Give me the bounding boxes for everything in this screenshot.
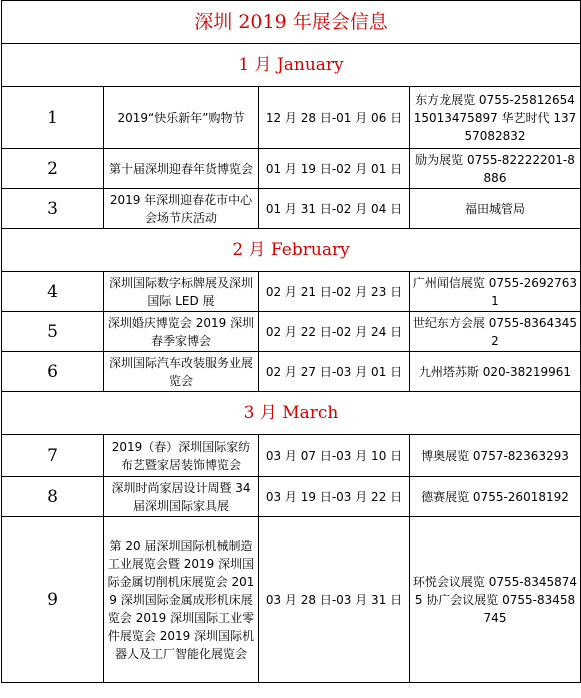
- expo-name: 第十届深圳迎春年货博览会: [104, 149, 259, 189]
- expo-date: 02 月 21 日-02 月 23 日: [259, 272, 410, 312]
- expo-organizer: 博奥展览 0757-82363293: [410, 435, 581, 477]
- table-row: [2, 312, 581, 352]
- expo-organizer: 广州闻信展览 0755-26927631: [410, 272, 581, 312]
- expo-organizer: 东方龙展览 0755-25812654 15013475897 华艺时代 13757082832: [410, 87, 581, 149]
- row-number: 4: [2, 272, 104, 312]
- table-row: [2, 352, 581, 392]
- table-row: [2, 149, 581, 189]
- expo-name: 2019 年深圳迎春花市中心会场节庆活动: [104, 189, 259, 229]
- expo-organizer: 世纪东方会展 0755-83643452: [410, 312, 581, 352]
- row-number: 5: [2, 312, 104, 352]
- expo-name: 第 20 届深圳国际机械制造工业展览会暨 2019 深圳国际金属切削机床展览会 2019 深圳国际金属成形机床展览会 2019 深圳国际工业零件展览会 2019 深圳国际机器人及工厂智能化展览会: [104, 517, 259, 683]
- table-row: [2, 189, 581, 229]
- month-header-february: 2 月 February: [2, 229, 581, 272]
- expo-table: [1, 0, 581, 683]
- expo-date: 03 月 28 日-03 月 31 日: [259, 517, 410, 683]
- expo-name: 2019（春）深圳国际家纺布艺暨家居装饰博览会: [104, 435, 259, 477]
- month-header-row: [2, 392, 581, 435]
- expo-date: 03 月 07 日-03 月 10 日: [259, 435, 410, 477]
- month-header-row: [2, 44, 581, 87]
- month-header-row: [2, 229, 581, 272]
- table-row: [2, 87, 581, 149]
- expo-name: 深圳国际汽车改装服务业展览会: [104, 352, 259, 392]
- expo-organizer: 德赛展览 0755-26018192: [410, 477, 581, 517]
- table-row: [2, 477, 581, 517]
- row-number: 8: [2, 477, 104, 517]
- expo-name: 深圳时尚家居设计周暨 34 届深圳国际家具展: [104, 477, 259, 517]
- month-header-january: 1 月 January: [2, 44, 581, 87]
- row-number: 2: [2, 149, 104, 189]
- expo-organizer: 福田城管局: [410, 189, 581, 229]
- row-number: 7: [2, 435, 104, 477]
- row-number: 3: [2, 189, 104, 229]
- expo-date: 12 月 28 日-01 月 06 日: [259, 87, 410, 149]
- month-header-march: 3 月 March: [2, 392, 581, 435]
- expo-date: 01 月 31 日-02 月 04 日: [259, 189, 410, 229]
- row-number: 1: [2, 87, 104, 149]
- expo-organizer: 励为展览 0755-82222201-8886: [410, 149, 581, 189]
- row-number: 6: [2, 352, 104, 392]
- row-number: 9: [2, 517, 104, 683]
- expo-date: 02 月 22 日-02 月 24 日: [259, 312, 410, 352]
- expo-organizer: 九州塔苏斯 020-38219961: [410, 352, 581, 392]
- title-row: [2, 1, 581, 44]
- expo-date: 02 月 27 日-03 月 01 日: [259, 352, 410, 392]
- expo-name: 深圳婚庆博览会 2019 深圳春季家博会: [104, 312, 259, 352]
- expo-organizer: 环悦会议展览 0755-83458745 协广会议展览 0755-83458745: [410, 517, 581, 683]
- expo-name: 2019“快乐新年”购物节: [104, 87, 259, 149]
- expo-date: 01 月 19 日-02 月 01 日: [259, 149, 410, 189]
- expo-name: 深圳国际数字标牌展及深圳国际 LED 展: [104, 272, 259, 312]
- table-row: [2, 517, 581, 683]
- page-title: 深圳 2019 年展会信息: [2, 1, 581, 44]
- table-row: [2, 435, 581, 477]
- table-row: [2, 272, 581, 312]
- expo-date: 03 月 19 日-03 月 22 日: [259, 477, 410, 517]
